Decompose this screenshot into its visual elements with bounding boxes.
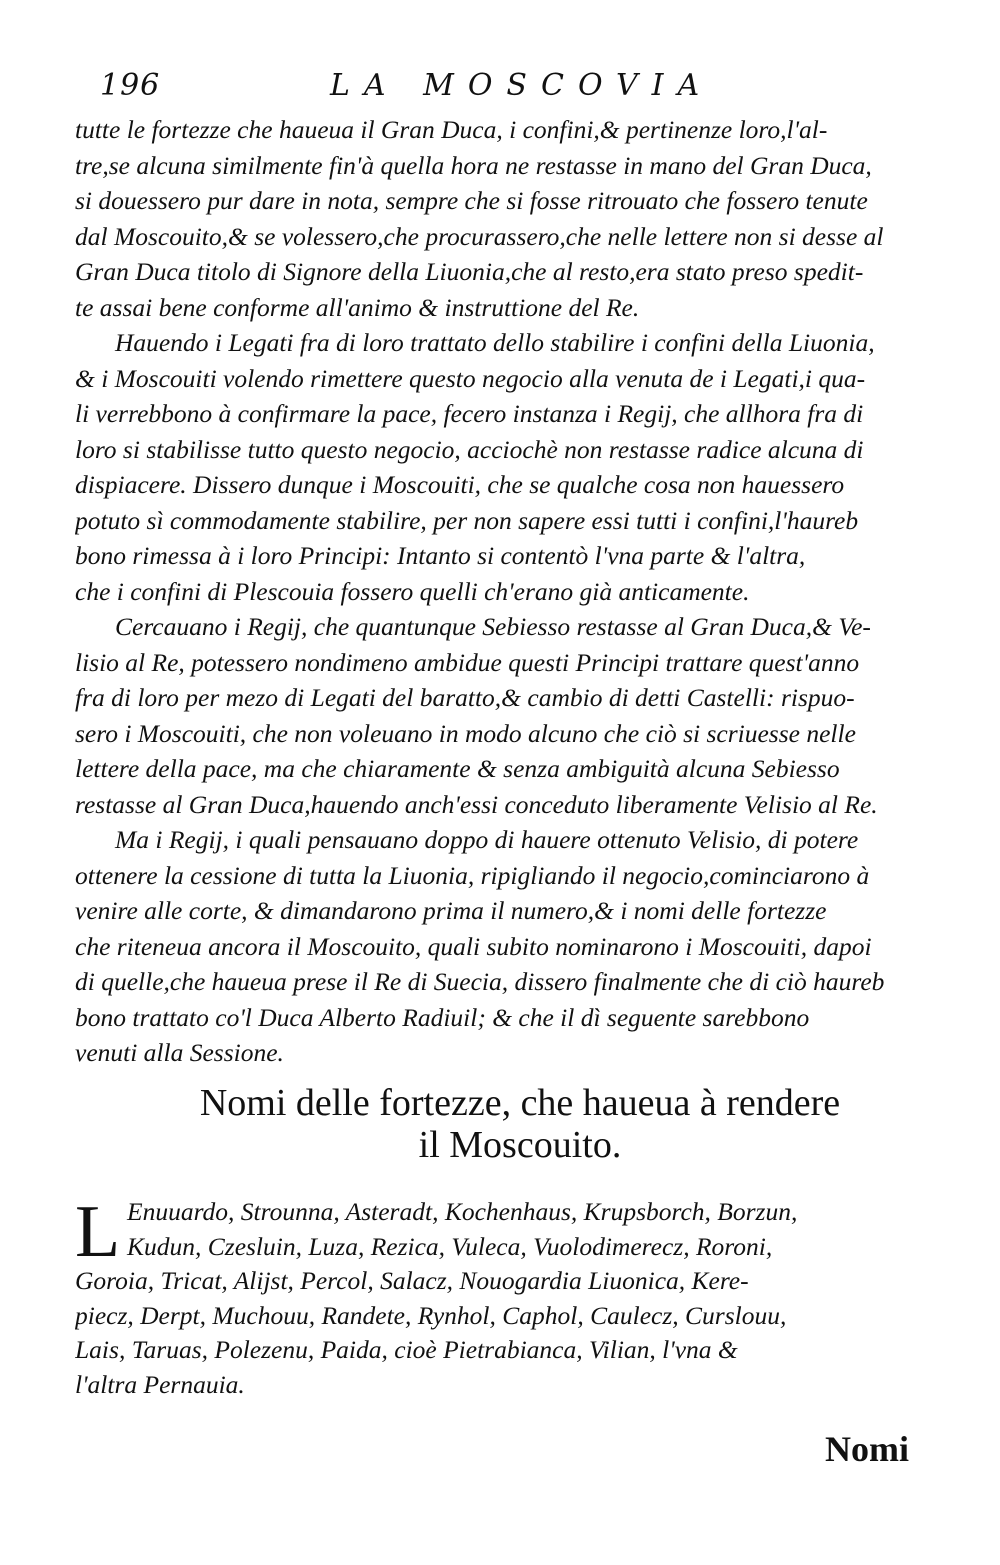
text-line: di quelle,che haueua prese il Re di Suecia, dissero finalmente che di ciò haureb [75,967,885,996]
text-line: dispiacere. Dissero dunque i Moscouiti, che se qualche cosa non hauessero [75,470,845,499]
heading-line: Nomi delle fortezze, che haueua à rendere [199,1082,841,1124]
drop-cap: L [75,1191,121,1273]
catchword: Nomi [825,1429,909,1469]
text-line: Gran Duca titolo di Signore della Liuonia,che al resto,era stato preso spedit- [75,257,864,286]
text-line: che riteneua ancora il Moscouito, quali subito nominarono i Moscouiti, dapoi [75,931,872,961]
text-line: lisio al Re, potessero nondimeno ambidue questi Principi trattare quest'anno [75,647,860,677]
list-line: Enuuardo, Strounna, Asteradt, Kochenhaus, Krupsborch, Borzun, [127,1197,798,1226]
text-line: fra di loro per mezo di Legati del baratto,& cambio di detti Castelli: rispuo- [75,683,855,712]
text-line: li verrebbono à confirmare la pace, fecero instanza i Regij, che allhora fra di [75,399,864,428]
page-header [100,68,900,108]
running-title: LA MOSCOVIA [330,68,714,103]
text-line: Hauendo i Legati fra di loro trattato dello stabilire i confini della Liuonia, [115,328,875,357]
text-line: venire alle corte, & dimandarono prima il numero,& i nomi delle fortezze [75,896,827,925]
section-heading [75,1082,965,1166]
text-line: restasse al Gran Duca,hauendo anch'essi conceduto liberamente Velisio al Re. [75,789,878,819]
list-line: Kudun, Czesluin, Luza, Rezica, Vuleca, Vuolodimerecz, Roroni, [127,1231,773,1261]
text-line: venuti alla Sessione. [75,1038,284,1067]
text-line: si douessero pur dare in nota, sempre che si fosse ritrouato che fossero tenute [75,186,868,215]
text-line: dal Moscouito,& se volessero,che procurassero,che nelle lettere non si desse al [75,221,884,251]
text-line: Cercauano i Regij, che quantunque Sebiesso restasse al Gran Duca,& Ve- [115,612,871,641]
fortress-list [75,1191,965,1402]
text-line: tutte le fortezze che haueua il Gran Duca, i confini,& pertinenze loro,l'al- [75,115,828,144]
text-line: potuto sì commodamente stabilire, per non sapere essi tutti i confini,l'haureb [75,505,859,535]
text-line: bono rimessa à i loro Principi: Intanto si contentò l'vna parte & l'altra, [75,541,806,570]
list-line: l'altra Pernauia. [75,1369,245,1399]
text-line: & i Moscouiti volendo rimettere questo negocio alla venuta de i Legati,i qua- [75,363,866,393]
text-line: bono trattato co'l Duca Alberto Radiuil; & che il dì seguente sarebbono [75,1002,810,1032]
list-line: Goroia, Tricat, Alijst, Percol, Salacz, Nouogardia Liuonica, Kere- [75,1266,749,1295]
list-line: Lais, Taruas, Polezenu, Paida, cioè Pietrabianca, Vilian, l'vna & [75,1335,738,1364]
list-line: piecz, Derpt, Muchouu, Randete, Rynhol, Caphol, Caulecz, Curslouu, [75,1300,787,1330]
text-line: loro si stabilisse tutto questo negocio, acciochè non restasse radice alcuna di [75,434,864,464]
page-number: 196 [100,68,161,103]
text-line: tre,se alcuna similmente fin'à quella hora ne restasse in mano del Gran Duca, [75,150,872,180]
text-line: che i confini di Plescouia fossero quelli ch'erano già anticamente. [75,576,750,606]
text-line: ottenere la cessione di tutta la Liuonia, ripigliando il negocio,cominciarono à [75,860,870,890]
text-line: lettere della pace, ma che chiaramente & senza ambiguità alcuna Sebiesso [75,754,840,783]
heading-line: il Moscouito. [418,1124,622,1166]
text-line: te assai bene conforme all'animo & instruttione del Re. [75,292,640,322]
text-line: Ma i Regij, i quali pensauano doppo di hauere ottenuto Velisio, di potere [115,825,859,854]
text-line: sero i Moscouiti, che non voleuano in modo alcuno che ciò si scriuesse nelle [75,718,856,748]
body-text [75,112,965,1071]
